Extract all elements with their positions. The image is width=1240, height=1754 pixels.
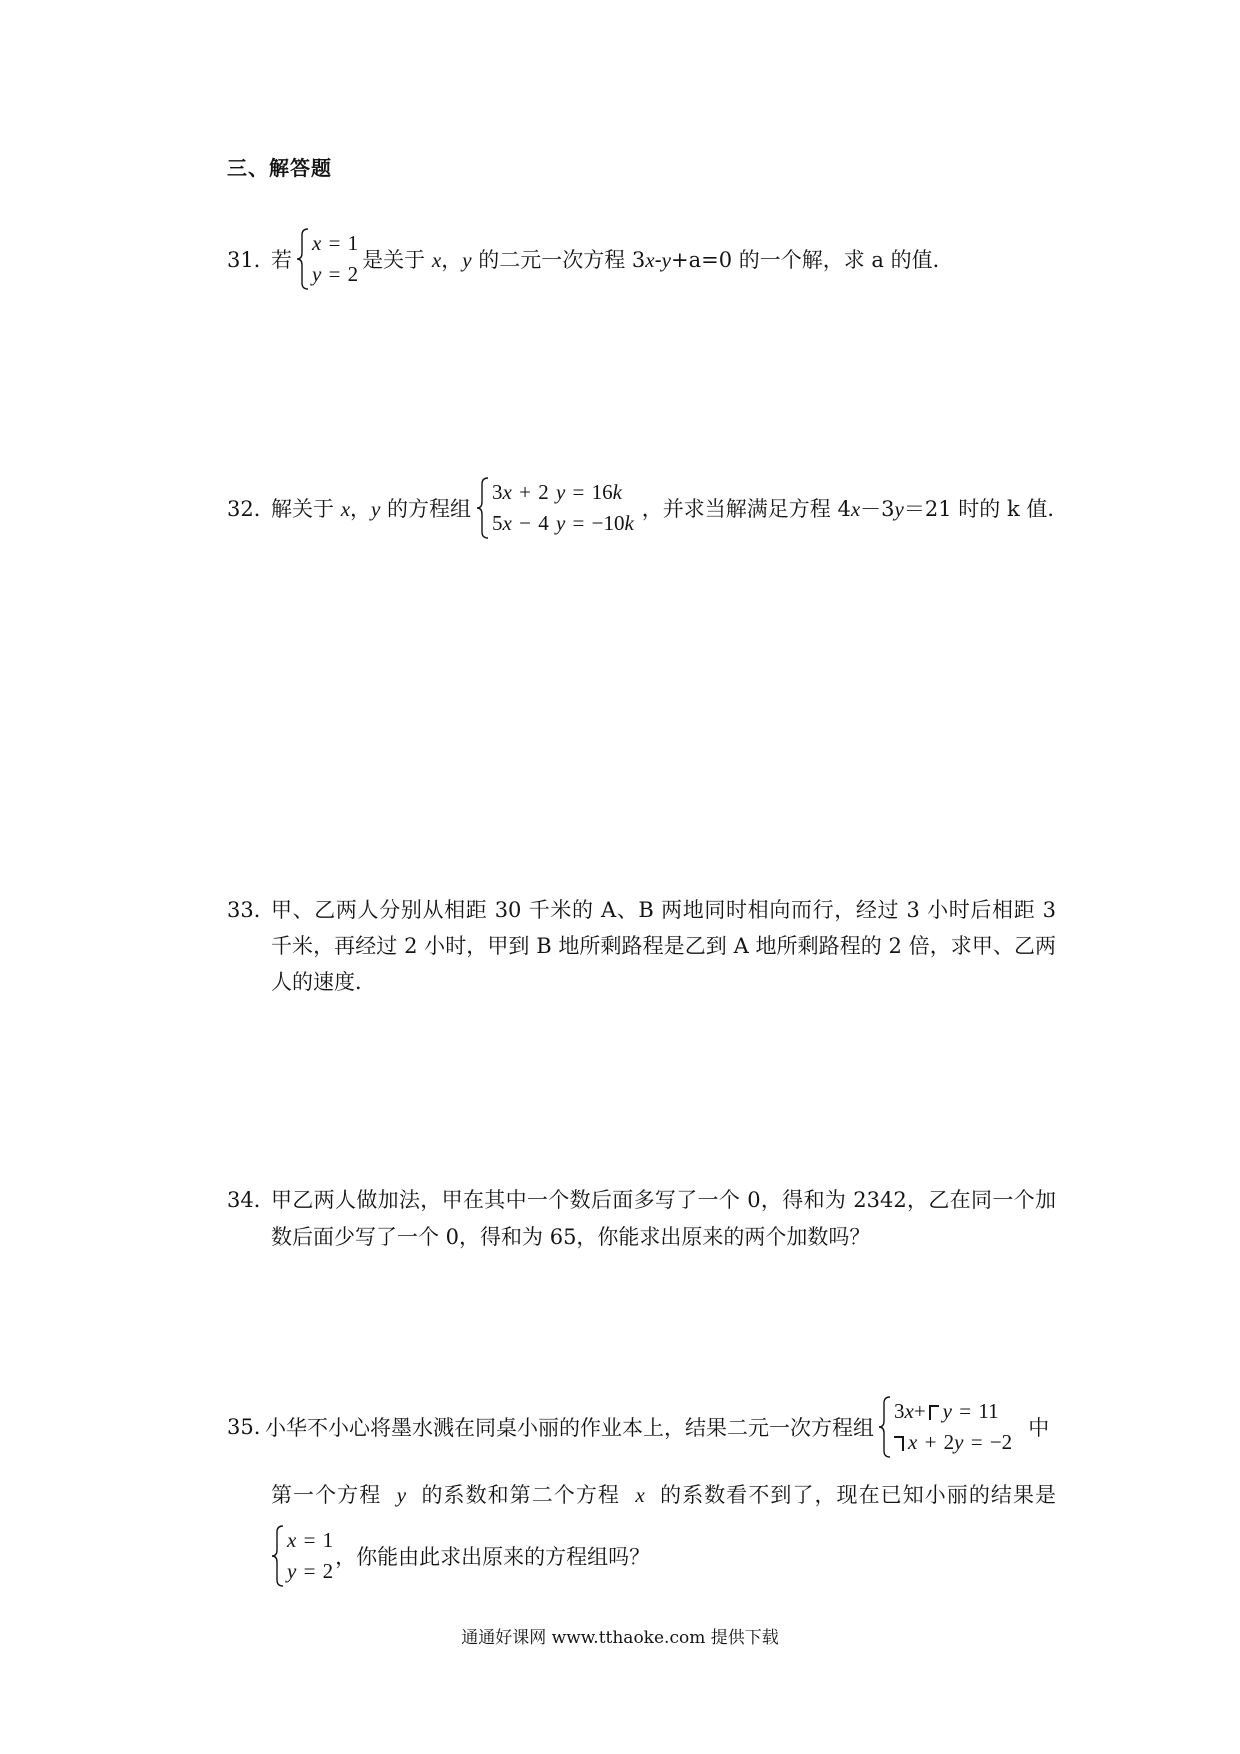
variable: y bbox=[287, 1559, 297, 1583]
section-title: 三、解答题 bbox=[227, 156, 332, 180]
brace-icon bbox=[878, 1396, 892, 1458]
variable: k bbox=[612, 480, 622, 504]
variable: x bbox=[287, 1528, 297, 1552]
equation-rows bbox=[312, 228, 358, 290]
equation-rest: = 1 bbox=[296, 1528, 334, 1552]
text-run: +a=0 的一个解，求 a 的值． bbox=[671, 248, 954, 272]
question-text bbox=[271, 892, 1056, 1000]
variable: y bbox=[942, 1399, 952, 1423]
answer-system bbox=[271, 1525, 333, 1587]
brace-icon bbox=[296, 228, 310, 290]
variable: x bbox=[904, 1399, 914, 1423]
equation-row bbox=[287, 1556, 333, 1587]
equation-system bbox=[878, 1396, 1012, 1458]
coefficient: 5 bbox=[492, 511, 503, 535]
question-lead: 若 bbox=[271, 248, 292, 272]
equation-rest: = −10 bbox=[565, 511, 625, 535]
variable: k bbox=[624, 511, 634, 535]
text-run: 的系数和第二个方程 bbox=[406, 1483, 636, 1507]
question-35-line-3 bbox=[271, 1521, 650, 1591]
variable: x bbox=[645, 248, 655, 272]
variable: y bbox=[954, 1430, 964, 1454]
text-run: －3 bbox=[860, 497, 895, 521]
question-text bbox=[362, 244, 953, 274]
question-text bbox=[642, 493, 1069, 523]
text-line: 千米，再经过 2 小时，甲到 B 地所剩路程是乙到 A 地所剩路程的 2 倍，求甲、乙两 bbox=[271, 934, 1056, 958]
variable: y bbox=[661, 248, 671, 272]
variable: x bbox=[340, 497, 351, 521]
text-run: ＝21 时的 k 值． bbox=[903, 497, 1069, 521]
text-line: 数后面少写了一个 0，得和为 65，你能求出原来的两个加数吗？ bbox=[271, 1225, 871, 1249]
variable: y bbox=[555, 511, 566, 535]
question-text bbox=[271, 1182, 1056, 1256]
text-run: 的系数看不到了，现在已知小丽的结果是 bbox=[644, 1483, 1056, 1507]
question-35-line-2 bbox=[271, 1481, 1056, 1509]
ink-blot-icon bbox=[929, 1405, 939, 1420]
variable: x bbox=[502, 511, 512, 535]
equation-system bbox=[296, 228, 358, 290]
text-line: 甲乙两人做加法，甲在其中一个数后面多写了一个 0，得和为 2342，乙在同一个加 bbox=[271, 1188, 1056, 1212]
equation-rest: + 2 bbox=[511, 480, 556, 504]
variable: x bbox=[850, 497, 861, 521]
text-run: ，并求当解满足方程 4 bbox=[641, 497, 851, 521]
variable: y bbox=[894, 497, 904, 521]
variable: y bbox=[312, 262, 322, 286]
variable: x bbox=[431, 248, 442, 272]
equation-row bbox=[492, 477, 634, 508]
question-number: 35. bbox=[227, 1415, 261, 1439]
question-number: 34． bbox=[227, 1188, 275, 1212]
variable: x bbox=[635, 1483, 645, 1507]
variable: x bbox=[312, 231, 322, 255]
variable: x bbox=[502, 480, 512, 504]
question-number: 32． bbox=[227, 497, 275, 521]
equation-row bbox=[287, 1525, 333, 1556]
coefficient: 3 bbox=[492, 480, 503, 504]
equation-rows bbox=[492, 477, 634, 539]
brace-icon bbox=[271, 1525, 285, 1587]
equation-rest: = 2 bbox=[296, 1559, 334, 1583]
question-text: 中 bbox=[1028, 1416, 1050, 1440]
equation-rest: = 11 bbox=[952, 1399, 999, 1423]
variable: x bbox=[908, 1430, 918, 1454]
question-33 bbox=[227, 892, 1056, 1000]
equation-row bbox=[312, 259, 358, 290]
page-footer: 通通好课网 www.tthaoke.com 提供下载 bbox=[461, 1628, 779, 1648]
question-text: ，你能由此求出原来的方程组吗？ bbox=[335, 1545, 651, 1569]
question-number: 33． bbox=[227, 898, 275, 922]
question-35 bbox=[227, 1392, 1049, 1462]
question-32 bbox=[227, 473, 1068, 543]
equation-row bbox=[894, 1396, 1012, 1427]
text-run: 是关于 bbox=[362, 248, 432, 272]
question-31 bbox=[227, 224, 954, 294]
equation-rows bbox=[894, 1396, 1012, 1458]
question-lead bbox=[271, 493, 471, 523]
text-line: 人的速度． bbox=[271, 970, 376, 994]
variable: y bbox=[555, 480, 566, 504]
text-run: 的二元一次方程 3 bbox=[471, 248, 646, 272]
text-run: 第一个方程 bbox=[271, 1483, 397, 1507]
ink-blot-icon bbox=[894, 1436, 904, 1451]
text-run: 的方程组 bbox=[380, 497, 472, 521]
equation-rest: = 16 bbox=[565, 480, 613, 504]
operator: + bbox=[913, 1399, 926, 1423]
equation-rows bbox=[287, 1525, 333, 1587]
variable: y bbox=[371, 497, 381, 521]
variable: y bbox=[462, 248, 472, 272]
equation-row bbox=[492, 508, 634, 539]
text-run: - bbox=[654, 248, 662, 272]
question-34 bbox=[227, 1182, 1056, 1256]
equation-system bbox=[476, 477, 634, 539]
equation-rest: + 2 bbox=[917, 1430, 955, 1454]
text-run: ， bbox=[441, 248, 463, 272]
text-run: ， bbox=[350, 497, 372, 521]
text-run: 解关于 bbox=[271, 497, 341, 521]
equation-rest: = 1 bbox=[321, 231, 359, 255]
equation-rest: = 2 bbox=[321, 262, 359, 286]
equation-row bbox=[312, 228, 358, 259]
text-line: 甲、乙两人分别从相距 30 千米的 A、B 两地同时相向而行，经过 3 小时后相距 3 bbox=[271, 898, 1056, 922]
variable: y bbox=[396, 1483, 407, 1507]
coefficient: 3 bbox=[894, 1399, 905, 1423]
question-number: 31． bbox=[227, 248, 275, 272]
question-lead: 小华不小心将墨水溅在同桌小丽的作业本上，结果二元一次方程组 bbox=[265, 1416, 874, 1440]
equation-rest: = −2 bbox=[963, 1430, 1013, 1454]
equation-rest: − 4 bbox=[511, 511, 556, 535]
brace-icon bbox=[476, 477, 490, 539]
equation-row bbox=[894, 1427, 1012, 1458]
